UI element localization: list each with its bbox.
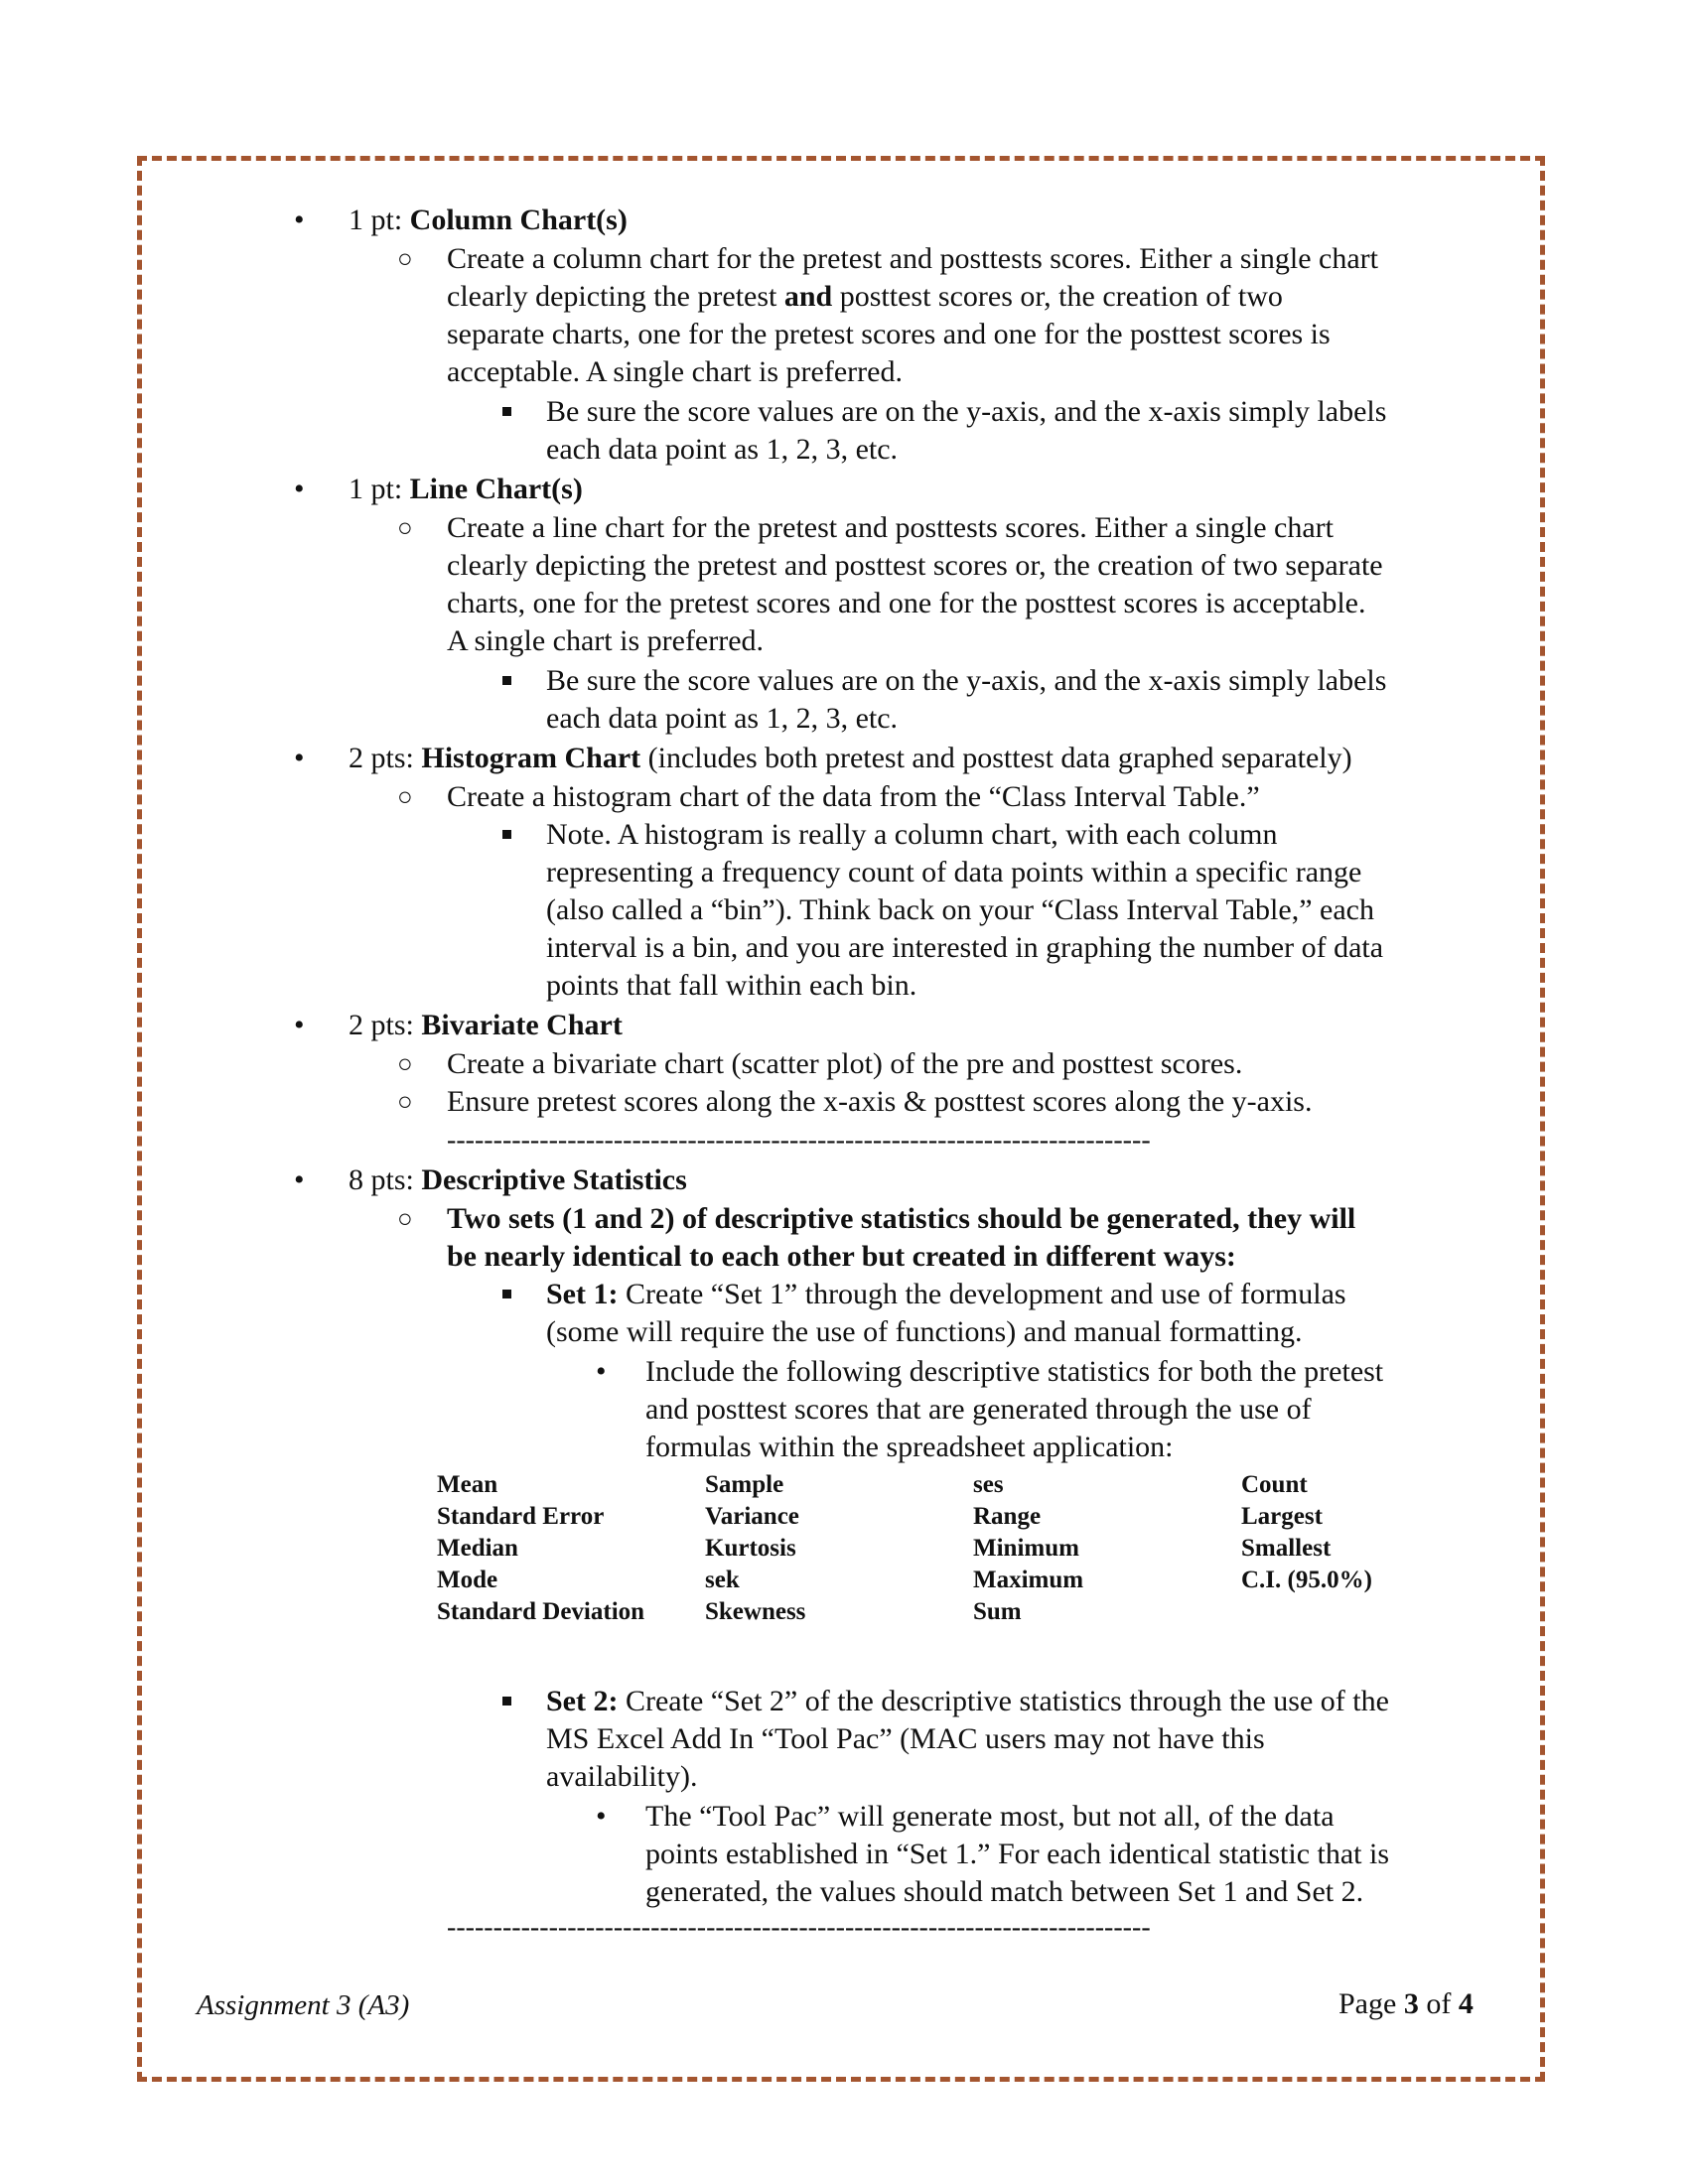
histogram-note: interval is a bin, and you are interested in graphing the number of data [546,931,1384,964]
line-chart-text: clearly depicting the pretest and posttest scores or, the creation of two separate [447,549,1383,582]
histogram-note: representing a frequency count of data points within a specific range [546,856,1362,888]
set1-detail: formulas within the spreadsheet application: [645,1431,1174,1463]
page-number: Page 3 of 4 [1338,1987,1474,2020]
stat-item: Largest [1241,1503,1323,1530]
stats-column-2 [705,1469,805,1628]
square-bullet-icon [502,676,511,685]
bullet-icon: • [294,473,305,505]
stats-column-4 [1241,1469,1372,1596]
bivariate-text: Ensure pretest scores along the x-axis & posttest scores along the y-axis. [447,1085,1313,1118]
stat-item: Mean [437,1471,498,1498]
histogram-heading: 2 pts: Histogram Chart (includes both pretest and posttest data graphed separately) [349,742,1352,774]
bullet-icon: • [294,204,305,236]
stat-item: Variance [705,1503,799,1530]
column-chart-note: Be sure the score values are on the y-axis, and the x-axis simply labels [546,395,1387,428]
footer-assignment-label: Assignment 3 (A3) [197,1989,410,2021]
stat-item: sek [705,1567,740,1593]
stat-item: Sum [973,1598,1022,1625]
stat-item: Minimum [973,1535,1079,1562]
bivariate-text: Create a bivariate chart (scatter plot) of the pre and posttest scores. [447,1047,1243,1080]
circle-bullet-icon: ○ [397,513,413,542]
circle-bullet-icon: ○ [397,244,413,273]
line-chart-heading: 1 pt: Line Chart(s) [349,473,583,505]
histogram-text: Create a histogram chart of the data from the “Class Interval Table.” [447,780,1260,813]
set2-text: MS Excel Add In “Tool Pac” (MAC users may not have this [546,1722,1265,1755]
stat-item: Mode [437,1567,498,1593]
stat-item: Median [437,1535,518,1562]
histogram-note: (also called a “bin”). Think back on your “Class Interval Table,” each [546,893,1374,926]
stat-item: Sample [705,1471,784,1498]
stat-item: Skewness [705,1598,806,1625]
bullet-icon: • [294,742,305,774]
line-chart-note: each data point as 1, 2, 3, etc. [546,702,899,735]
set1-detail: and posttest scores that are generated through the use of [645,1393,1312,1426]
stat-item: ses [973,1471,1004,1498]
stat-item: Count [1241,1471,1308,1498]
stat-item: Maximum [973,1567,1084,1593]
square-bullet-icon [502,407,511,416]
histogram-note: Note. A histogram is really a column chart, with each column [546,818,1278,851]
column-chart-text: clearly depicting the pretest and posttest scores or, the creation of two [447,280,1283,313]
bullet-icon: • [294,1163,305,1196]
set1-text: (some will require the use of functions) and manual formatting. [546,1315,1303,1348]
line-chart-note: Be sure the score values are on the y-axis, and the x-axis simply labels [546,664,1387,697]
line-chart-text: A single chart is preferred. [447,624,765,657]
stats-column-3 [973,1469,1083,1628]
set2-detail: The “Tool Pac” will generate most, but not all, of the data [645,1800,1335,1833]
stat-item: Standard Deviation [437,1598,645,1625]
circle-bullet-icon: ○ [397,1204,413,1233]
stat-item: Smallest [1241,1535,1332,1562]
column-chart-text: Create a column chart for the pretest and posttests scores. Either a single chart [447,242,1378,275]
circle-bullet-icon: ○ [397,1087,413,1116]
dashed-separator: ---------------------------------------------------------------------------- [447,1126,1151,1156]
line-chart-text: Create a line chart for the pretest and posttests scores. Either a single chart [447,511,1334,544]
column-chart-text: acceptable. A single chart is preferred. [447,355,903,388]
stat-item: Kurtosis [705,1535,796,1562]
set2-text: availability). [546,1760,698,1793]
histogram-note: points that fall within each bin. [546,969,917,1002]
stat-item: Standard Error [437,1503,605,1530]
column-chart-text: separate charts, one for the pretest scores and one for the posttest scores is [447,318,1331,350]
descriptive-intro: Two sets (1 and 2) of descriptive statistics should be generated, they will [447,1202,1356,1235]
stat-item: C.I. (95.0%) [1241,1567,1372,1593]
descriptive-heading: 8 pts: Descriptive Statistics [349,1163,687,1196]
circle-bullet-icon: ○ [397,782,413,811]
bullet-icon: • [596,1355,607,1388]
set1-text: Set 1: Create “Set 1” through the development and use of formulas [546,1278,1346,1310]
dashed-separator: ---------------------------------------------------------------------------- [447,1913,1151,1943]
set2-detail: generated, the values should match between Set 1 and Set 2. [645,1875,1364,1908]
line-chart-text: charts, one for the pretest scores and one for the posttest scores is acceptable. [447,587,1366,619]
stats-column-1 [437,1469,644,1628]
square-bullet-icon [502,1697,511,1706]
square-bullet-icon [502,830,511,839]
stat-item: Range [973,1503,1042,1530]
descriptive-intro: be nearly identical to each other but created in different ways: [447,1240,1236,1273]
bivariate-heading: 2 pts: Bivariate Chart [349,1009,623,1041]
square-bullet-icon [502,1290,511,1298]
bullet-icon: • [596,1800,607,1833]
circle-bullet-icon: ○ [397,1049,413,1078]
set2-text: Set 2: Create “Set 2” of the descriptive statistics through the use of the [546,1685,1389,1717]
set2-detail: points established in “Set 1.” For each identical statistic that is [645,1838,1390,1870]
column-chart-note: each data point as 1, 2, 3, etc. [546,433,899,466]
set1-detail: Include the following descriptive statistics for both the pretest [645,1355,1384,1388]
column-chart-heading: 1 pt: Column Chart(s) [349,204,628,236]
bullet-icon: • [294,1009,305,1041]
